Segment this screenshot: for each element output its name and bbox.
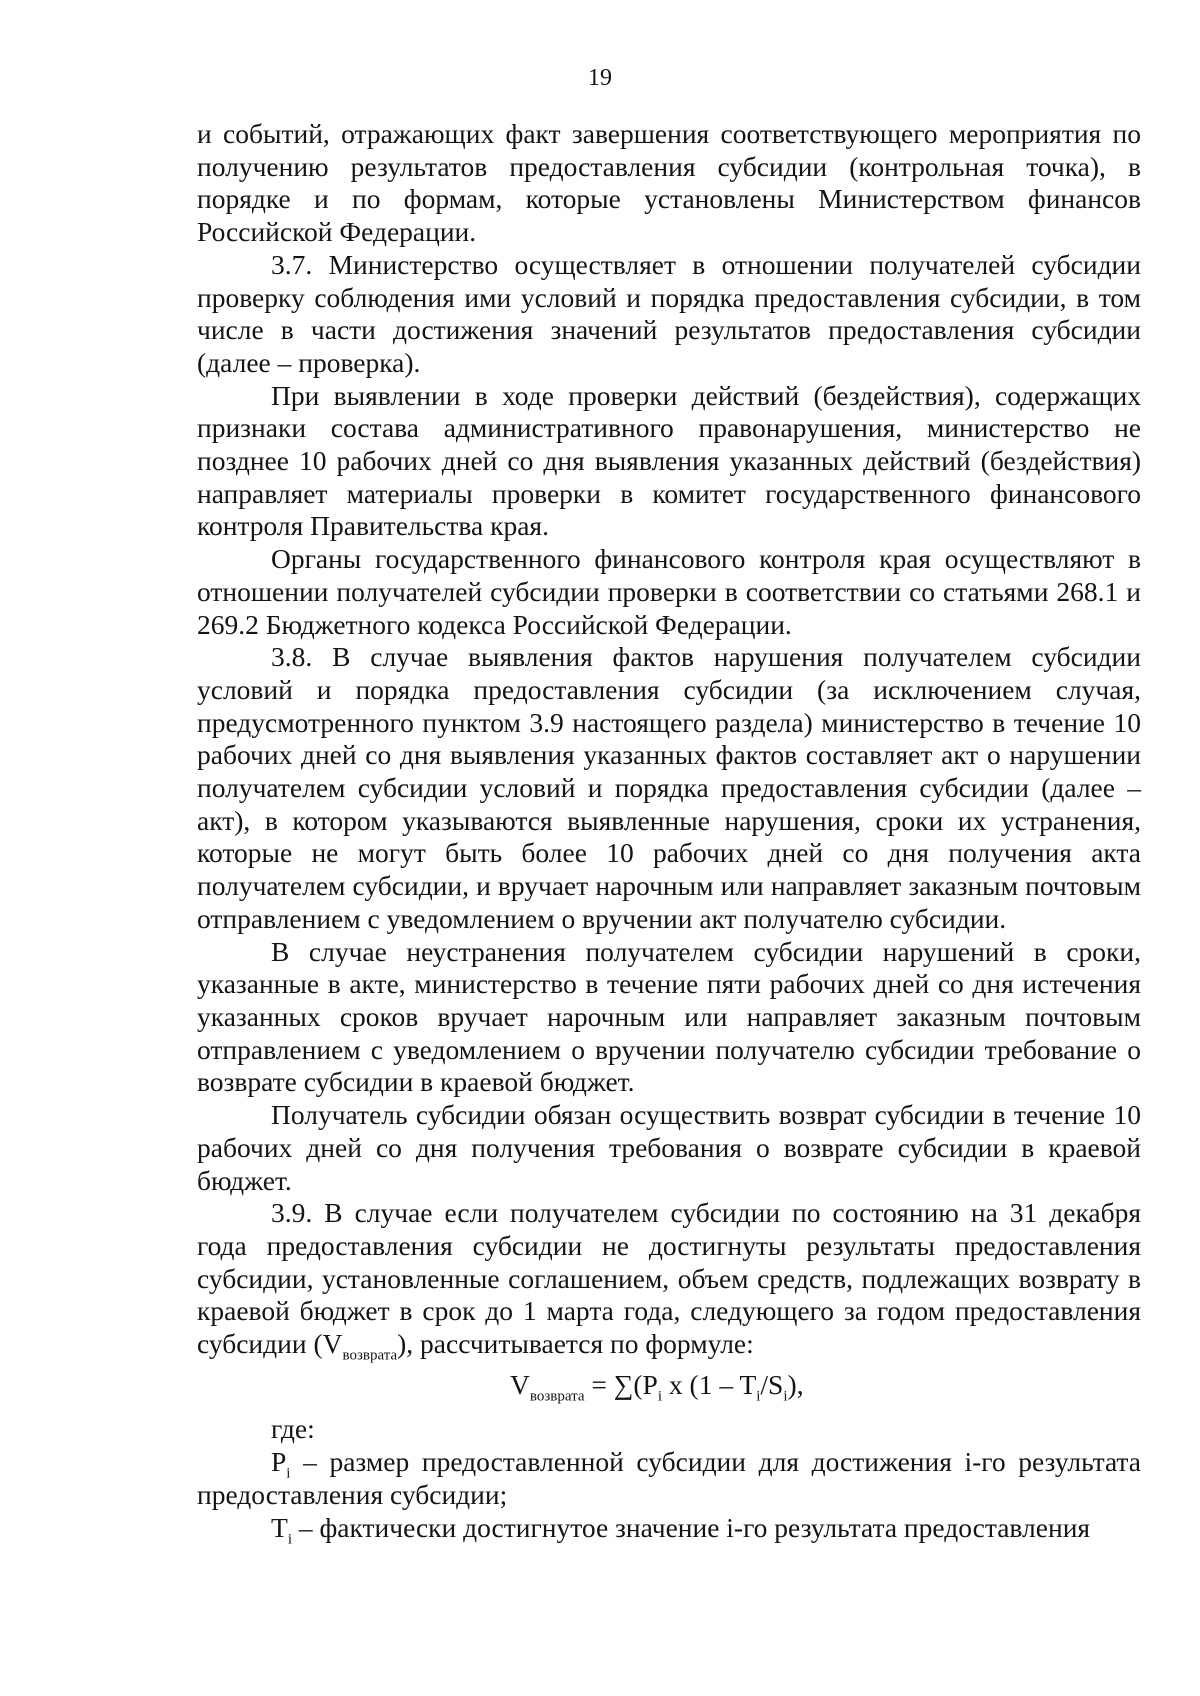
- definition-pi-text: – размер предоставленной субсидии для достижения i-го результата предоставления субсидии;: [197, 1446, 1141, 1510]
- paragraph-3-9-tail: ), рассчитывается по формуле:: [397, 1328, 754, 1360]
- formula-t-subscript: i: [756, 1388, 761, 1405]
- definition-ti: [197, 1511, 1141, 1548]
- formula-slash: /S: [760, 1368, 784, 1400]
- formula-v: V: [510, 1368, 530, 1400]
- paragraph-violation-detection: При выявлении в ходе проверки действий (бездействия), содержащих признаки состава административного правонарушения, министерство не позднее 10 рабочих дней со дня выявления указанных действий (бездействия) направляет материалы проверки в комитет государственного финансового контроля Правительства края.: [197, 379, 1141, 542]
- definition-pi-subscript: i: [286, 1465, 291, 1482]
- formula-sum: = ∑(P: [584, 1368, 658, 1400]
- formula-end: ),: [787, 1368, 804, 1400]
- formula-v-subscript: возврата: [529, 1388, 585, 1405]
- paragraph-non-elimination: В случае неустранения получателем субсидии нарушений в сроки, указанные в акте, министерство в течение пяти рабочих дней со дня истечения указанных сроков вручает нарочным или направляет заказным почтовым отправлением с уведомлением о вручении получателю субсидии требование о возврате субсидии в краевой бюджет.: [197, 935, 1141, 1098]
- paragraph-3-9-subscript: возврата: [342, 1347, 398, 1364]
- refund-formula: [197, 1368, 1141, 1405]
- paragraph-continuation: и событий, отражающих факт завершения соответствующего мероприятия по получению результатов предоставления субсидии (контрольная точка), в порядке и по формам, которые установлены Министерством финансов Российской Федерации.: [197, 118, 1141, 248]
- paragraph-3-9-text: 3.9. В случае если получателем субсидии по состоянию на 31 декабря года предоставления субсидии не достигнуты результаты предоставления субсидии, установленные соглашением, объем средств, подлежащих возврату в краевой бюджет в срок до 1 марта года, следующего за годом предоставления субсидии (V: [197, 1197, 1141, 1360]
- definition-ti-subscript: i: [287, 1531, 292, 1548]
- formula-p-subscript: i: [657, 1388, 663, 1405]
- paragraph-refund-obligation: Получатель субсидии обязан осуществить возврат субсидии в течение 10 рабочих дней со дня получения требования о возврате субсидии в краевой бюджет.: [197, 1099, 1141, 1196]
- formula-s-subscript: i: [783, 1388, 788, 1405]
- formula-mid: x (1 – T: [662, 1368, 757, 1400]
- paragraph-3-7: 3.7. Министерство осуществляет в отношении получателей субсидии проверку соблюдения ими условий и порядка предоставления субсидии, в том числе в части достижения значений результатов предоставления субсидии (далее – проверка).: [197, 248, 1141, 378]
- definition-ti-text: – фактически достигнутое значение i-го результата предоставления: [291, 1511, 1091, 1543]
- page-number: 19: [588, 65, 612, 91]
- paragraph-3-9: [197, 1197, 1141, 1364]
- definition-pi-symbol: P: [271, 1446, 287, 1478]
- where-label: где:: [271, 1413, 315, 1445]
- definition-ti-symbol: T: [271, 1511, 288, 1543]
- paragraph-3-8: 3.8. В случае выявления фактов нарушения получателем субсидии условий и порядка предоставления субсидии (за исключением случая, предусмотренного пунктом 3.9 настоящего раздела) министерство в течение 10 рабочих дней со дня выявления указанных фактов составляет акт о нарушении получателем субсидии условий и порядка предоставления субсидии (далее – акт), в котором указываются выявленные нарушения, сроки их устранения, которые не могут быть более 10 рабочих дней со дня получения акта получателем субсидии, и вручает нарочным или направляет заказным почтовым отправлением с уведомлением о вручении акт получателю субсидии.: [197, 641, 1141, 934]
- definition-pi: [197, 1446, 1141, 1511]
- document-body: [197, 118, 1141, 1548]
- paragraph-financial-control: Органы государственного финансового контроля края осуществляют в отношении получателей субсидии проверки в соответствии со статьями 268.1 и 269.2 Бюджетного кодекса Российской Федерации.: [197, 543, 1141, 640]
